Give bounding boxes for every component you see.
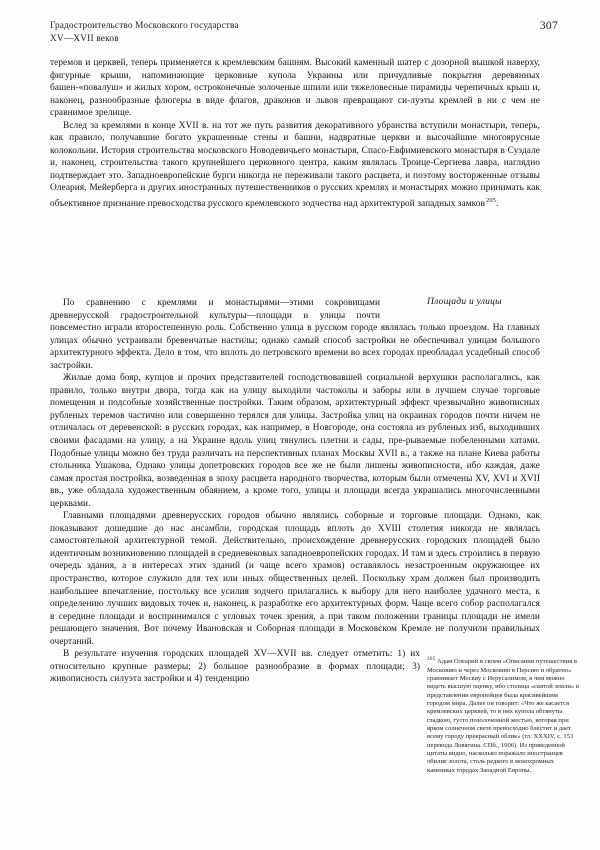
footnote-paragraph xyxy=(427,655,579,775)
footnote-text: Адам Олеарий в своем «Описании путешествия в Московию и через Московию в Персию и обратно» сравнивает Москву с Иерусалимом, в чем можно видеть высшую оценку, ибо столица «святой земли» в представлении европейцев была красивейшим городом мира. Далее он говорит: «Что же касается кремлевских церквей, то в них купола обтянуты гладкою, густо позолоченной жестью, которая при ярком солнечном свете превосходно блестит и дает всему городу прекрасный облик» (гл. XXXIV, с. 153 перевода Ловягина. СПб., 1906). Из приведенной цитаты видно, насколько поражало иностранцев обилие золота, столь редкого в монохромных каменных городах Западной Европы. xyxy=(427,658,579,774)
paragraph-2-text: Вслед за кремлями в конце XVII в. на тот же путь развития декоративного убранства вступили монастыри, теперь, как правило, получавшие богато украшенные стены и башни, надвратные церкви и высочайшие многоярусные колокольни. История строительства московского Новодевичьего монастыря, Спасо-Евфимиевского монастыря в Суздале и, наконец, строительства такого крупнейшего церковного центра, каким являлась Троице-Сергиева лавра, наглядно подтверждает это. Западноевропейские бурги никогда не переживали такого расцвета, и поэтому восторженные отзывы Олеария, Мейерберга и других иностранных путешественников о русских кремлях и монастырях можно принимать как объективное признание превосходства русского кремлевского зодчества над архитектурой западных замков xyxy=(50,120,540,210)
paragraph-5: Главными площадями древнерусских городов обычно являлись соборные и торговые площади. Однако, как показывают дошедшие до нас ансамбли, городская площадь вплоть до XVIII столетия никогда не являлась самостоятельной архитектурной темой. Действительно, происхождение древнерусских городских площадей было идентичным возникновению площадей в средневековых западноевропейских городах. И там и здесь строились в первую очередь здания, а в интересах этих зданий (и чаще всего храмов) оставлялось незастроенным окружающее их пространство, которое служило для тех или иных общественных целей. Поскольку храм должен был производить наибольшее впечатление, постольку все усилия зодчего прилагались к выбору для него наиболее удачного места, к определению лучших видовых точек и, наконец, к разработке его архитектурных форм. Чаще всего собор располагался в середине площади и воспринимался с угловых точек зрения, а при таком положении границы площади не имели решающего значения. Вот почему Ивановская и Соборная площади в Московском Кремле не получили правильных очертаний. xyxy=(50,511,540,647)
page-number: 307 xyxy=(539,20,558,32)
paragraph-6: В результате изучения городских площадей XV—XVII вв. следует отметить: 1) их относительно крупные размеры; 2) большое разнообразие в формах площади; 3) живописность силуэта застройки и 4) тенденцию xyxy=(50,649,420,685)
footnote-reference-205: 205 xyxy=(486,197,497,205)
running-head-line-2: XV—XVII веков xyxy=(50,34,119,45)
footnote-block xyxy=(427,655,579,775)
main-text-block-upper xyxy=(50,57,540,211)
paragraph-2: Вслед за кремлями в конце XVII в. на тот же путь развития декоративного убранства вступили монастыри, теперь, как правило, получавшие богато украшенные стены и башни, надвратные церкви и высочайшие многоярусные колокольни. История строительства московского Новодевичьего монастыря, Спасо-Евфимиевского монастыря в Суздале и, наконец, строительства такого крупнейшего церковного центра, каким являлась Троице-Сергиева лавра, наглядно подтверждает это. Западноевропейские бурги никогда не переживали такого расцвета, и поэтому восторженные отзывы Олеария, Мейерберга и других иностранных путешественников о русских кремлях и монастырях можно принимать как объективное признание превосходства русского кремлевского зодчества над архитектурой западных замков$^{205}$. xyxy=(50,120,540,210)
running-head-line-1: Градостроительство Московского государства xyxy=(50,21,239,31)
footnote-number: 205 xyxy=(427,656,436,662)
paragraph-1: теремов и церквей, теперь применяется к кремлевским башням. Высокий каменный шатер с дозорной вышкой наверху, фигурные крыши, напоминающие церковные купола Украины или причудливые покрытия деревянных башен-«повалуш» и жилых хором, остроконечные золоченые шпили или тяжеловесные пирамиды черепичных крыш и, наконец, разнообразные флюгеры в виде флагов, драконов и львов превращают си-луэты кремлей в ни с чем не сравнимое зрелище. xyxy=(50,58,540,119)
paragraph-3: По сравнению с кремлями и монастырями—этими сокровищами древнерусской градостроительной культуры—площади и улицы почти повсеместно играли второстепенную роль. Собственно улица в русском городе являлась только проездом. На главных улицах обычно устраивали бревенчатые настилы; однако самый способ застройки не обеспечивал улицам большого архитектурного эффекта. Дело в том, что вплоть до петровского времени во всех городах преобладал усадебный способ застройки. xyxy=(50,298,540,371)
margin-note-ploshchadi-i-ulitsy: Площади и улицы xyxy=(427,296,502,307)
paragraph-4: Жилые дома бояр, купцов и прочих представителей господствовавшей социальной верхушки располагались, как правило, только внутри двора, тогда как на улицу выходили частоколы и заборы или в лучшем случае торговые помещения и подсобные хозяйственные постройки. Таким образом, архитектурный эффект чрезвычайно живописных рубленых теремов частично или совершенно терялся для улицы. Застройка улиц на окраинах городов почти ничем не отличалась от деревенской: в русских городах, как например, в Новгороде, она состояла из рубленых изб, выходивших своими фасадами на улицу, а на Украине вдоль улиц тянулись плетни и сады, пре-рываемые побеленными хатами. Подобные улицы можно без труда различать на перспективных планах Москвы XVII в., а также на плане Киева работы стольника Ушакова. Однако улицы допетровских городов все же не были лишены живописности, ибо каждая, даже самая простая постройка, возведенная в эпоху расцвета народного творчества, которым были отмечены XV, XVI и XVII вв., уже обладала художественным обаянием, а кроме того, улицы и площади всегда украшались многочисленными церквами. xyxy=(50,373,540,509)
running-head xyxy=(50,20,470,46)
